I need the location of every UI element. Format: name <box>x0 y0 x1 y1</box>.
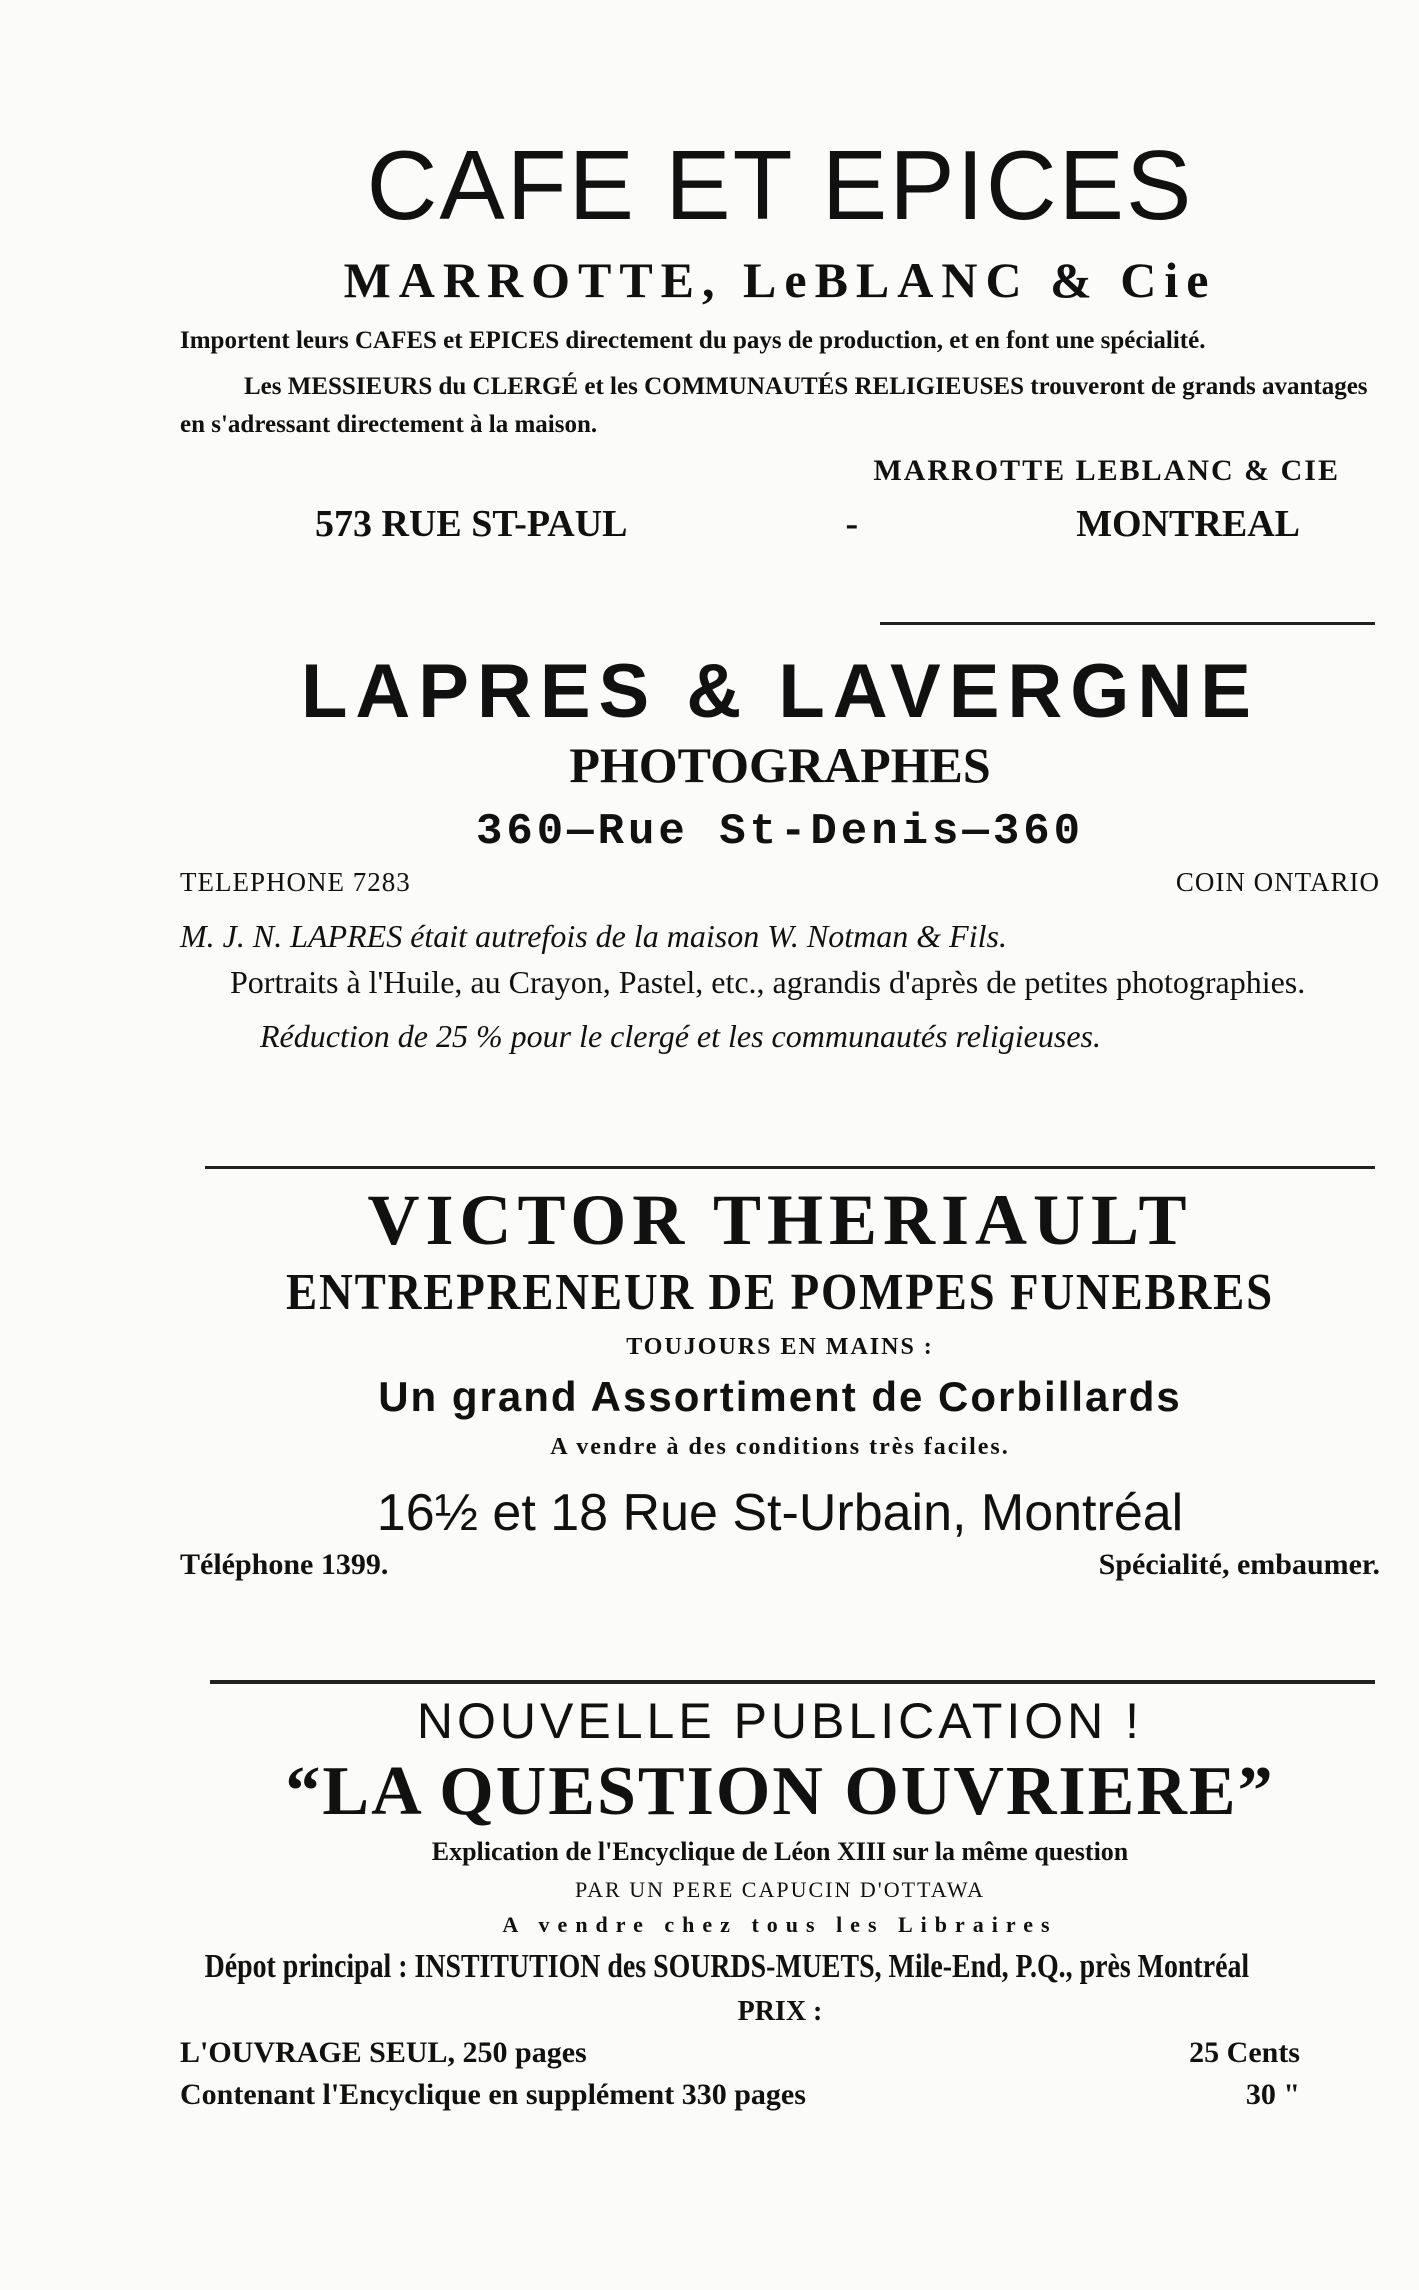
contact-row <box>180 862 1380 902</box>
assortment-line: Un grand Assortiment de Corbillards <box>378 1373 1182 1420</box>
divider <box>210 1680 1375 1684</box>
trade-line: ENTREPRENEUR DE POMPES FUNEBRES <box>285 1264 1275 1321</box>
import-paragraph: Importent leurs CAFES et EPICES directement du pays de production, et en font une spécialité. <box>180 327 1206 354</box>
victor-theriault-ad <box>180 1180 1380 1582</box>
item-description: Contenant l'Encyclique en supplément 330 pages <box>180 2078 806 2111</box>
address-separator: - <box>845 503 859 545</box>
ad-header: NOUVELLE PUBLICATION ! <box>416 1693 1144 1749</box>
terms-line: A vendre à des conditions très faciles. <box>550 1434 1010 1460</box>
firm-signature: MARROTTE LEBLANC & CIE <box>873 454 1340 487</box>
sale-line: A vendre chez tous les Libraires <box>502 1912 1058 1937</box>
telephone: TELEPHONE 7283 <box>180 867 411 897</box>
street-address: 360—Rue St-Denis—360 <box>475 807 1085 857</box>
item-price: 30 " <box>1245 2078 1300 2111</box>
lapres-lavergne-ad <box>180 650 1380 1060</box>
services-line: Portraits à l'Huile, au Crayon, Pastel, etc., agrandis d'après de petites photographies. <box>230 964 1306 1000</box>
ad-subtitle: PHOTOGRAPHES <box>569 737 991 793</box>
item-price: 25 Cents <box>1189 2036 1300 2069</box>
telephone: Téléphone 1399. <box>180 1548 389 1581</box>
ad-title: LAPRES & LAVERGNE <box>300 649 1259 734</box>
street-address: 16½ et 18 Rue St-Urbain, Montréal <box>376 1484 1184 1542</box>
corner: COIN ONTARIO <box>1175 867 1380 897</box>
publication-title: “LA QUESTION OUVRIERE” <box>285 1753 1275 1830</box>
depot-line: Dépot principal : INSTITUTION des SOURDS-MUETS, Mile-End, P.Q., près Montréal <box>204 1948 1250 1985</box>
reduction-line: Réduction de 25 % pour le clergé et les communautés religieuses. <box>260 1018 1101 1054</box>
stock-line: TOUJOURS EN MAINS : <box>626 1334 934 1360</box>
price-row <box>180 2074 1380 2116</box>
price-label: PRIX : <box>737 1996 823 2027</box>
specialty: Spécialité, embaumer. <box>1098 1548 1380 1581</box>
city: MONTREAL <box>1076 503 1300 545</box>
footer-row <box>180 1548 1380 1582</box>
divider <box>205 1166 1375 1169</box>
divider <box>880 622 1375 625</box>
street-address: 573 RUE ST-PAUL <box>315 503 628 545</box>
item-description: L'OUVRAGE SEUL, 250 pages <box>180 2036 587 2069</box>
explanation-line: Explication de l'Encyclique de Léon XIII sur la même question <box>431 1837 1129 1866</box>
author-line: PAR UN PERE CAPUCIN D'OTTAWA <box>574 1877 986 1902</box>
ad-title: CAFE ET EPICES <box>366 130 1194 240</box>
question-ouvriere-ad <box>180 1690 1380 2116</box>
firm-name: MARROTTE, LeBLANC & Cie <box>343 252 1217 308</box>
cafe-epices-ad <box>180 130 1380 546</box>
address <box>180 502 1380 546</box>
clergy-paragraph: Les MESSIEURS du CLERGÉ et les COMMUNAUTÉS RELIGIEUSES trouveront de grands avantages en s'adressant directement à la maison. <box>180 373 1368 438</box>
ad-title: VICTOR THERIAULT <box>367 1180 1193 1260</box>
price-row <box>180 2032 1380 2074</box>
history-line: M. J. N. LAPRES était autrefois de la maison W. Notman & Fils. <box>180 918 1007 954</box>
